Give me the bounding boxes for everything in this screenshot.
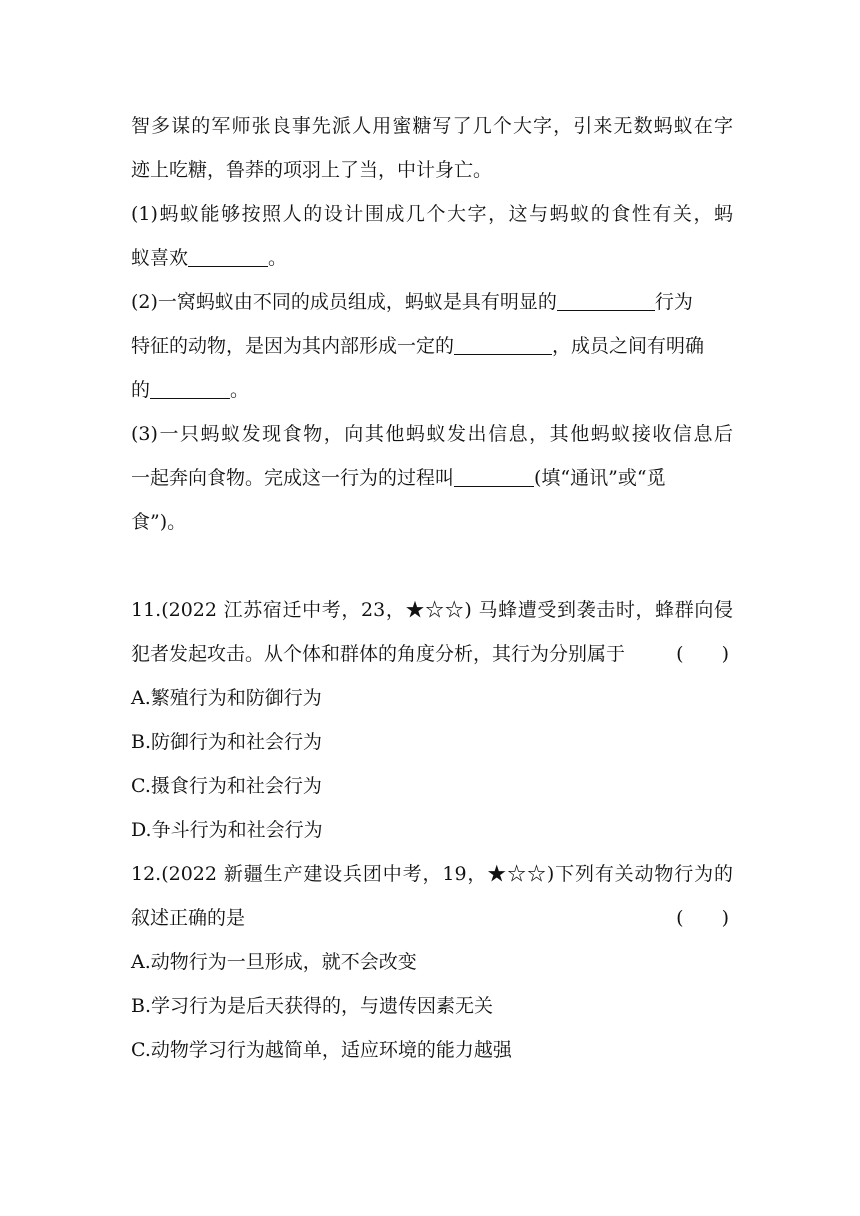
q10-part2-text-e: 的 <box>131 379 151 401</box>
q10-part2-line-2 <box>131 324 733 368</box>
answer-blank-3[interactable] <box>454 334 552 355</box>
intro-line-2: 迹上吃糖，鲁莽的项羽上了当，中计身亡。 <box>131 159 493 181</box>
q12-option-c: C.动物学习行为越简单，适应环境的能力越强 <box>131 1039 512 1061</box>
q11-answer-paren[interactable]: ( ) <box>676 643 729 665</box>
q10-part2-text-d: ，成员之间有明确 <box>552 335 705 357</box>
q11-option-b: B.防御行为和社会行为 <box>131 731 323 753</box>
q11-stem-line-2 <box>131 632 733 676</box>
q11-option-a: A.繁殖行为和防御行为 <box>131 687 322 709</box>
q10-part3-text-b: (填“通讯”或“觅 <box>534 467 666 489</box>
intro-line-1: 智多谋的军师张良事先派人用蜜糖写了几个大字，引来无数蚂蚁在字 <box>131 115 733 137</box>
answer-blank-5[interactable] <box>454 466 534 487</box>
answer-blank-1[interactable] <box>188 246 268 267</box>
q10-part2-text-a: (2)一窝蚂蚁由不同的成员组成，蚂蚁是具有明显的 <box>131 291 557 313</box>
q10-part3-line-1: (3)一只蚂蚁发现食物，向其他蚂蚁发出信息，其他蚂蚁接收信息后 <box>131 423 733 445</box>
q10-part2-text-b: 行为 <box>654 291 693 313</box>
q11-stem-line-1: 11.(2022 江苏宿迁中考，23，★☆☆) 马蜂遭受到袭击时，蜂群向侵 <box>131 599 733 621</box>
q10-part1-line-2 <box>131 236 733 280</box>
q12-stem-line-1: 12.(2022 新疆生产建设兵团中考，19，★☆☆)下列有关动物行为的 <box>131 863 733 885</box>
q10-part2-end: 。 <box>230 379 250 401</box>
q10-part3-text-a: 一起奔向食物。完成这一行为的过程叫 <box>131 467 455 489</box>
q10-part1-line-1: (1)蚂蚁能够按照人的设计围成几个大字，这与蚂蚁的食性有关，蚂 <box>131 203 733 225</box>
q10-part2-line-3 <box>131 368 733 412</box>
q10-part2-text-c: 特征的动物，是因为其内部形成一定的 <box>131 335 455 357</box>
q10-part2-line-1 <box>131 280 733 324</box>
q10-part1-end: 。 <box>268 247 288 269</box>
q12-option-a: A.动物行为一旦形成，就不会改变 <box>131 951 417 973</box>
q12-stem-line-2 <box>131 896 733 940</box>
answer-blank-4[interactable] <box>150 378 230 399</box>
q10-part3-line-3: 食”)。 <box>131 511 187 533</box>
q12-option-b: B.学习行为是后天获得的，与遗传因素无关 <box>131 995 494 1017</box>
q11-option-c: C.摄食行为和社会行为 <box>131 775 322 797</box>
section-gap <box>131 544 733 588</box>
answer-blank-2[interactable] <box>557 290 655 311</box>
q12-answer-paren[interactable]: ( ) <box>676 907 729 929</box>
q10-part1-text: 蚁喜欢 <box>131 247 189 269</box>
q12-stem-text: 叙述正确的是 <box>131 907 246 929</box>
document-page <box>131 104 733 1072</box>
q10-part3-line-2 <box>131 456 733 500</box>
q11-option-d: D.争斗行为和社会行为 <box>131 819 323 841</box>
q11-stem-text: 犯者发起攻击。从个体和群体的角度分析，其行为分别属于 <box>131 643 626 665</box>
